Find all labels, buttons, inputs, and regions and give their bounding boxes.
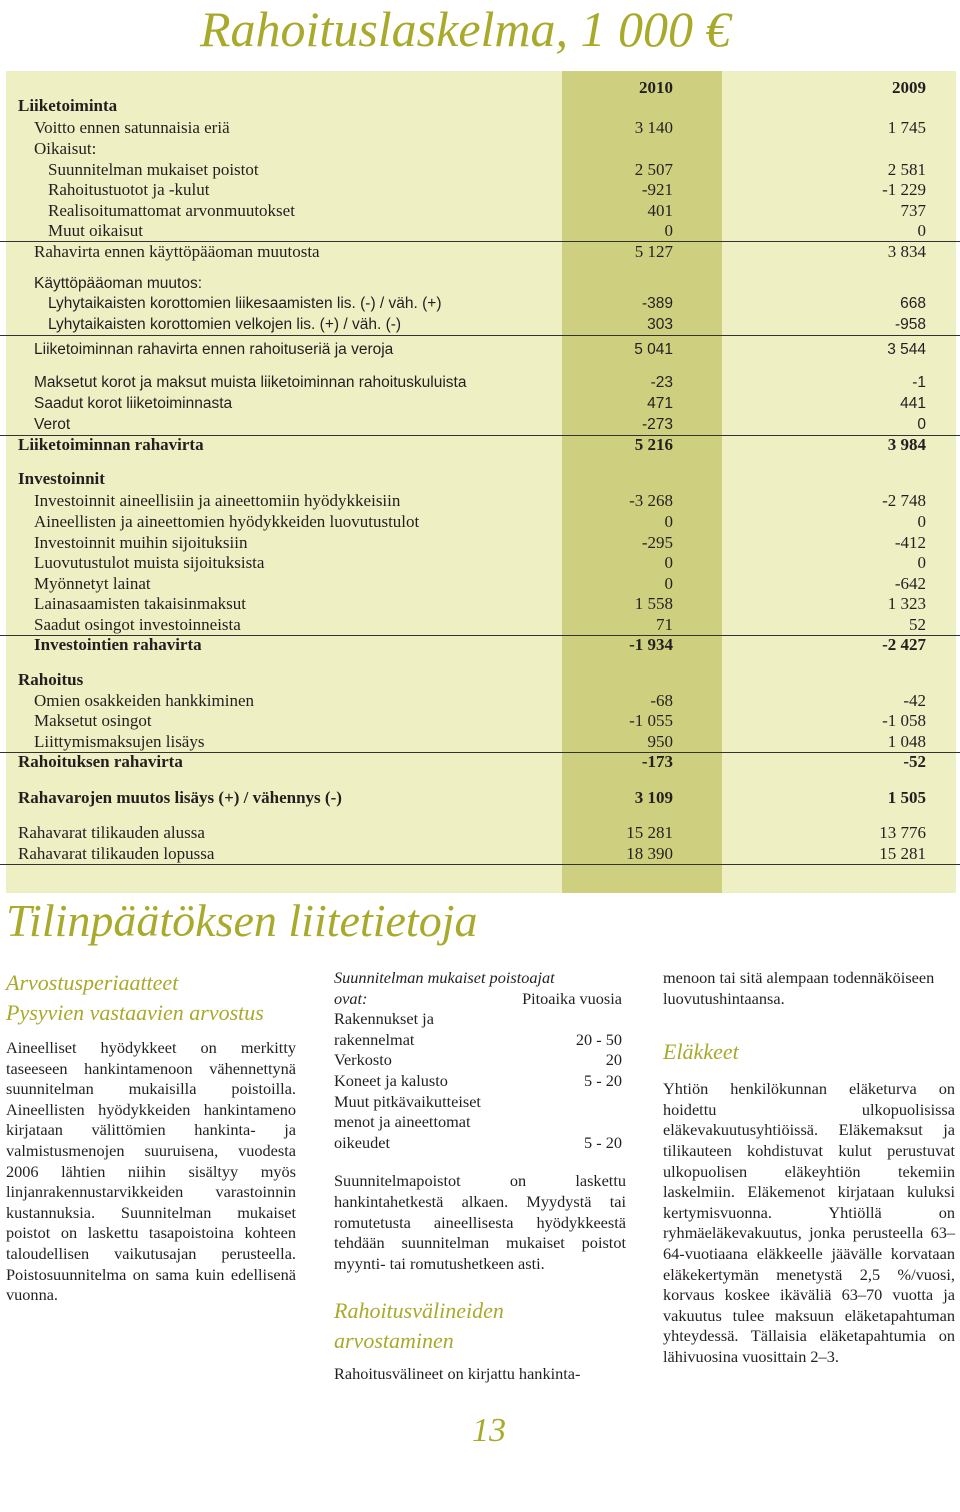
statement-row <box>0 434 960 455</box>
statement-row <box>0 414 960 436</box>
year-2010-header: 2010 <box>639 78 673 97</box>
value-2010: -389 <box>641 295 673 312</box>
statement-row <box>0 220 960 242</box>
value-2009: -1 058 <box>882 711 926 730</box>
row-label: Lyhytaikaisten korottomien liikesaamisten lis. (-) / väh. (+) <box>48 295 442 312</box>
row-label: Rahavarat tilikauden lopussa <box>18 844 215 863</box>
value-2009: -412 <box>894 533 926 552</box>
statement-row <box>0 490 960 511</box>
value-2010: 303 <box>647 316 673 333</box>
value-2009: -1 <box>912 374 926 391</box>
statement-row <box>0 468 960 489</box>
statement-row <box>0 710 960 731</box>
financial-instruments-text: Rahoitusvälineet on kirjattu hankinta- <box>334 1364 581 1384</box>
row-label: Myönnetyt lainat <box>34 574 151 593</box>
fixed-assets-paragraph: Aineelliset hyödykkeet on merkitty taseeseen hankintamenoon vähennettynä suunnitelman mukaisilla poistoilla. Aineellisten hyödykkeiden hankintameno kirjataan välittömien hankinta- ja valmistusmenojen suuruisena, vuodesta 2006 lähtien niihin sisältyy myös linjanrakennustarvikkeiden varastoinnin kustannuksia. Suunnitelman mukaiset poistot on laskettu tasapoistoina kohteen taloudellisen vaikutusajan perusteella. Poistosuunnitelma on sama kuin edellisenä vuonna. <box>6 1038 296 1305</box>
statement-row <box>0 532 960 553</box>
statement-row <box>0 273 960 294</box>
value-2010: 0 <box>664 221 673 240</box>
row-label: Rahavarat tilikauden alussa <box>18 823 205 842</box>
value-2009: 13 776 <box>879 823 926 842</box>
depreciation-row <box>334 1112 626 1133</box>
statement-row <box>0 314 960 336</box>
value-2010: 0 <box>664 574 673 593</box>
value-2010: -68 <box>650 691 673 710</box>
row-label: Verot <box>34 416 71 433</box>
asset-class: Verkosto <box>334 1050 392 1070</box>
value-2010: 71 <box>656 615 673 634</box>
row-label: Liiketoiminnan rahavirta <box>18 435 204 454</box>
statement-row <box>0 573 960 594</box>
pensions-paragraph: Yhtiön henkilökunnan eläketurva on hoidettu ulkopuolisissa eläkevakuutusyhtiöissä. Eläkemaksut ja tilikauteen kohdistuvat kulut perustuvat ulkopuolisen eläkeyhtiön tekemiin laskelmiin. Eläkemenot kirjataan kuluksi kertymisvuonna. Yhtiöllä on ryhmäeläkevakuutus, jonka perusteella 63–64-vuotiaana eläkkeelle jäävälle korvataan eläkekertymän menetystä 2,5 %/vuosi, korvaus koskee ikäväliä 63–70 vuotta ja vakuutus tulee maksuun eläketapahtuman yhteydessä. Tällaisia eläketapahtumia on lähivuosina vuosittain 2–3. <box>663 1079 955 1366</box>
row-label: Rahoitustuotot ja -kulut <box>48 180 210 199</box>
asset-class: menot ja aineettomat <box>334 1112 471 1132</box>
row-label: Aineellisten ja aineettomien hyödykkeiden luovutustulot <box>34 512 420 531</box>
row-label: Realisoitumattomat arvonmuutokset <box>48 201 295 220</box>
useful-life-years: 20 <box>605 1050 622 1070</box>
depreciation-table <box>334 1009 626 1153</box>
row-label: Oikaisut: <box>34 139 97 158</box>
financial-instruments-continued: menoon tai sitä alempaan todennäköiseen luovutushintaansa. <box>663 968 935 1008</box>
statement-row <box>0 593 960 614</box>
depreciation-row <box>334 1050 626 1071</box>
statement-row <box>0 690 960 711</box>
value-2009: 668 <box>900 295 926 312</box>
row-label: Investointien rahavirta <box>34 635 202 654</box>
row-label: Voitto ennen satunnaisia eriä <box>34 118 230 137</box>
row-label: Investoinnit aineellisiin ja aineettomiin hyödykkeisiin <box>34 491 401 510</box>
value-2009: -1 229 <box>882 180 926 199</box>
value-2009: 0 <box>917 512 926 531</box>
value-2010: 2 507 <box>634 160 673 179</box>
notes-column-2 <box>334 968 626 1385</box>
statement-row <box>0 669 960 690</box>
value-2010: -3 268 <box>629 491 673 510</box>
value-2009: 1 505 <box>887 788 926 807</box>
depreciation-title-line2 <box>334 989 626 1010</box>
value-2010: -295 <box>641 533 673 552</box>
value-2009: -2 748 <box>882 491 926 510</box>
depreciation-paragraph: Suunnitelmapoistot on laskettu hankintahetkestä alkaen. Myydystä tai romutetusta aineellisesta hyödykkeestä tehdään suunnitelman mukaiset poistot myynti- tai romutushetkeen asti. <box>334 1171 626 1273</box>
statement-row <box>0 159 960 180</box>
value-2010: 0 <box>664 553 673 572</box>
row-label: Rahoituksen rahavirta <box>18 752 183 771</box>
row-label: Rahoitus <box>18 670 84 689</box>
notes-column-3 <box>663 968 955 1368</box>
row-label: Lyhytaikaisten korottomien velkojen lis. (+) / väh. (-) <box>48 316 402 333</box>
valuation-principles-heading: Arvostusperiaatteet <box>6 970 179 995</box>
value-2010: 0 <box>664 512 673 531</box>
depreciation-row <box>334 1133 626 1154</box>
notes-title: Tilinpäätöksen liitetietoja <box>6 895 478 946</box>
useful-life-years: 5 - 20 <box>584 1132 622 1152</box>
notes-column-1 <box>6 968 296 1306</box>
value-2009: 0 <box>917 553 926 572</box>
row-label: Maksetut korot ja maksut muista liiketoiminnan rahoituskuluista <box>34 374 467 391</box>
statement-row <box>0 117 960 138</box>
row-label: Luovutustulot muista sijoituksista <box>34 553 265 572</box>
row-label: Lainasaamisten takaisinmaksut <box>34 594 246 613</box>
pensions-heading: Eläkkeet <box>663 1039 739 1065</box>
statement-row <box>0 751 960 772</box>
row-label: Saadut osingot investoinneista <box>34 615 241 634</box>
statement-row <box>0 822 960 843</box>
value-2010: 15 281 <box>626 823 673 842</box>
value-2010: -1 934 <box>629 635 673 654</box>
value-2009: -2 427 <box>882 635 926 654</box>
row-label: Liittymismaksujen lisäys <box>34 732 205 751</box>
value-2009: 52 <box>909 615 926 634</box>
depreciation-row <box>334 1009 626 1030</box>
value-2010: 5 216 <box>634 435 673 454</box>
value-2009: 1 323 <box>887 594 926 613</box>
row-label: Omien osakkeiden hankkiminen <box>34 691 255 710</box>
statement-row <box>0 731 960 753</box>
statement-row <box>0 393 960 414</box>
statement-row <box>0 843 960 865</box>
row-label: Investoinnit <box>18 469 105 488</box>
row-label: Liiketoiminnan rahavirta ennen rahoituseriä ja veroja <box>34 341 394 358</box>
statement-row <box>0 614 960 636</box>
row-label: Rahavirta ennen käyttöpääoman muutosta <box>34 242 320 261</box>
statement-row <box>0 511 960 532</box>
asset-class: Koneet ja kalusto <box>334 1070 448 1090</box>
value-2009: -958 <box>894 316 926 333</box>
value-2010: -273 <box>641 416 673 433</box>
value-2010: -173 <box>641 752 673 771</box>
statement-row <box>0 200 960 221</box>
value-2009: 0 <box>917 221 926 240</box>
value-2010: 950 <box>647 732 673 751</box>
row-label: Investoinnit muihin sijoituksiin <box>34 533 248 552</box>
value-2009: 441 <box>900 395 926 412</box>
useful-life-years: 5 - 20 <box>584 1070 622 1090</box>
page-number: 13 <box>472 1412 506 1449</box>
row-label: Suunnitelman mukaiset poistot <box>48 160 259 179</box>
value-2009: 2 581 <box>887 160 926 179</box>
useful-life-years: 20 - 50 <box>575 1029 622 1049</box>
asset-class: Rakennukset ja <box>334 1009 434 1029</box>
value-2009: 737 <box>900 201 926 220</box>
statement-row <box>0 293 960 314</box>
value-2009: 0 <box>917 416 926 433</box>
value-2009: 3 544 <box>887 341 926 358</box>
value-2010: 3 109 <box>634 788 673 807</box>
value-2009: -642 <box>894 574 926 593</box>
value-2010: -1 055 <box>629 711 673 730</box>
depreciation-title-line1: Suunnitelman mukaiset poistoajat <box>334 968 555 987</box>
statement-row <box>0 552 960 573</box>
value-2010: 5 041 <box>634 341 673 358</box>
depreciation-row <box>334 1092 626 1113</box>
value-2009: 3 984 <box>887 435 926 454</box>
year-2009-header: 2009 <box>892 78 926 97</box>
value-2009: -42 <box>903 691 926 710</box>
asset-class: Muut pitkävaikutteiset <box>334 1091 481 1111</box>
depreciation-row <box>334 1030 626 1051</box>
statement-row <box>0 179 960 200</box>
value-2009: 1 048 <box>887 732 926 751</box>
value-2009: 15 281 <box>879 844 926 863</box>
row-label: Muut oikaisut <box>48 221 143 240</box>
depreciation-row <box>334 1071 626 1092</box>
asset-class: rakennelmat <box>334 1029 415 1049</box>
value-2009: 3 834 <box>887 242 926 261</box>
row-label: Saadut korot liiketoiminnasta <box>34 395 233 412</box>
value-2010: -23 <box>650 374 673 391</box>
value-2009: 1 745 <box>887 118 926 137</box>
value-2009: -52 <box>903 752 926 771</box>
value-2010: -921 <box>641 180 673 199</box>
page-title: Rahoituslaskelma, 1 000 € <box>200 1 731 57</box>
financial-instruments-heading: Rahoitusvälineiden arvostaminen <box>334 1298 504 1354</box>
row-label: Käyttöpääoman muutos: <box>34 275 203 292</box>
statement-row <box>0 241 960 262</box>
depreciation-title-ovat: ovat: <box>334 988 368 1008</box>
depreciation-column-label: Pitoaika vuosia <box>522 988 622 1008</box>
value-2010: 18 390 <box>626 844 673 863</box>
row-label: Maksetut osingot <box>34 711 152 730</box>
statement-row <box>0 787 960 808</box>
value-2010: 1 558 <box>634 594 673 613</box>
fixed-assets-heading: Pysyvien vastaavien arvostus <box>6 1000 264 1025</box>
statement-row <box>0 634 960 655</box>
value-2010: 401 <box>647 201 673 220</box>
value-2010: 5 127 <box>634 242 673 261</box>
asset-class: oikeudet <box>334 1132 391 1152</box>
row-label: Liiketoiminta <box>18 96 118 115</box>
value-2010: 3 140 <box>634 118 673 137</box>
value-2010: 471 <box>647 395 673 412</box>
statement-row <box>0 138 960 159</box>
statement-row <box>0 372 960 393</box>
statement-row <box>0 95 960 116</box>
statement-row <box>0 339 960 360</box>
row-label: Rahavarojen muutos lisäys (+) / vähennys (-) <box>18 788 342 807</box>
